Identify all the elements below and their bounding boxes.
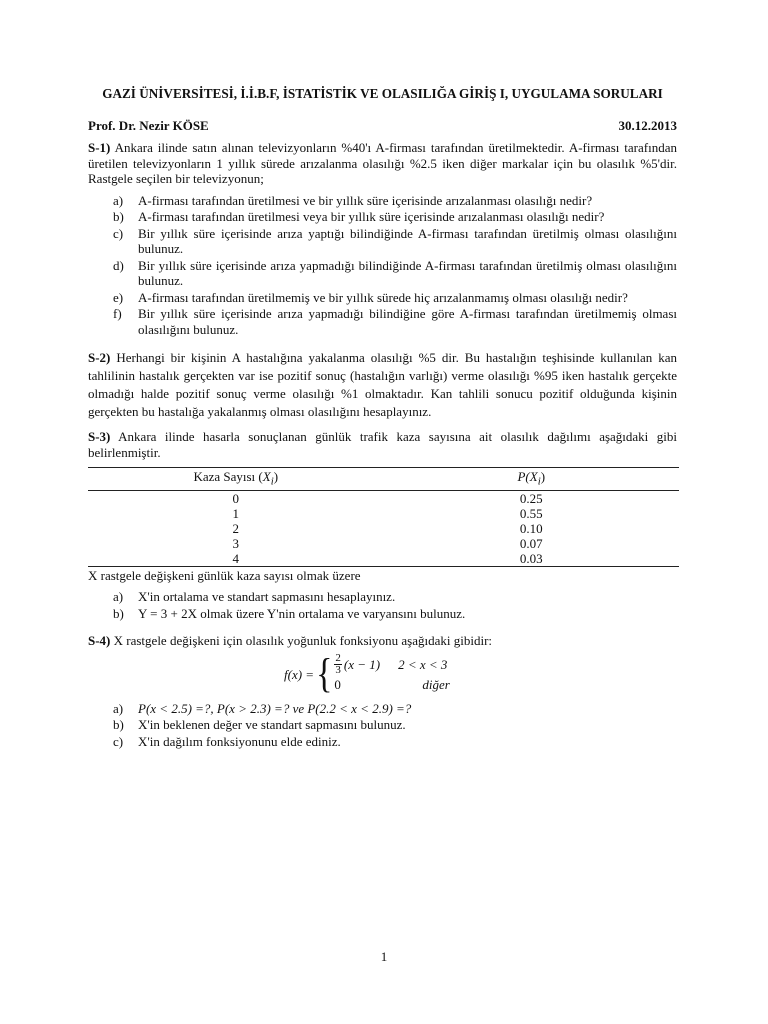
left-brace-icon: { bbox=[316, 651, 333, 697]
list-item bbox=[113, 717, 677, 733]
table-row bbox=[88, 536, 679, 551]
item-text: Bir yıllık süre içerisinde arıza yaptığı bilindiğinde A-firması tarafından üretilmiş olması olasılığını bulunuz. bbox=[138, 225, 677, 256]
table-row bbox=[88, 490, 679, 506]
list-item bbox=[113, 193, 677, 209]
document-date: 30.12.2013 bbox=[618, 117, 677, 133]
list-item bbox=[113, 606, 677, 622]
item-label: a) bbox=[113, 700, 124, 716]
table-header-x: Kaza Sayısı $(X_i)$ bbox=[88, 468, 384, 491]
item-text: X'in ortalama ve standart sapmasını hesaplayınız. bbox=[138, 589, 396, 605]
table-cell: 2 bbox=[232, 520, 239, 536]
document-page bbox=[88, 86, 677, 750]
formula-case-1 bbox=[334, 652, 449, 677]
list-item bbox=[113, 209, 677, 225]
item-label: d) bbox=[113, 257, 124, 273]
table-cell: 0.07 bbox=[519, 535, 543, 551]
item-text: Bir yıllık süre içerisinde arıza yapmadığı bilindiğinde A-firması tarafından üretilmiş olması olasılığını bulunuz. bbox=[138, 257, 677, 288]
list-item bbox=[113, 290, 677, 306]
question-3-label: S-3) bbox=[88, 429, 111, 444]
question-1-label: S-1) bbox=[88, 140, 111, 155]
item-label: e) bbox=[113, 289, 124, 305]
table-cell: 0 bbox=[232, 490, 239, 506]
item-text: X'in dağılım fonksiyonunu elde ediniz. bbox=[138, 733, 341, 749]
item-label: a) bbox=[113, 192, 124, 208]
item-text: P(x < 2.5) =?, P(x > 2.3) =? ve P(2.2 < x < 2.9) =? bbox=[138, 700, 412, 716]
item-text: Y = 3 + 2X olmak üzere Y'nin ortalama ve varyansını bulunuz. bbox=[138, 605, 466, 621]
question-3 bbox=[88, 429, 677, 460]
question-1 bbox=[88, 140, 677, 187]
item-label: a) bbox=[113, 589, 124, 605]
formula-lhs: f(x) = bbox=[284, 666, 315, 682]
author-date-line bbox=[88, 118, 677, 134]
item-label: f) bbox=[113, 306, 122, 321]
table-cell: 1 bbox=[232, 505, 239, 521]
question-4 bbox=[88, 633, 677, 649]
item-label: c) bbox=[113, 733, 124, 749]
item-text: A-firması tarafından üretilmesi veya bir yıllık süre içerisinde arızalanması olasılığı nedir? bbox=[138, 209, 605, 224]
item-text: A-firması tarafından üretilmemiş ve bir yıllık sürede hiç arızalanmamış olması olasılığı nedir? bbox=[138, 289, 628, 305]
list-item bbox=[113, 226, 677, 257]
question-4-items bbox=[88, 701, 677, 750]
case-2-condition: diğer bbox=[422, 676, 450, 692]
table-cell: 0.55 bbox=[519, 505, 543, 521]
pdf-formula bbox=[284, 651, 677, 697]
table-cell: 4 bbox=[232, 550, 239, 566]
formula-cases bbox=[334, 652, 450, 695]
question-3-after-text: X rastgele değişkeni günlük kaza sayısı olmak üzere bbox=[88, 567, 361, 583]
item-text: X'in beklenen değer ve standart sapmasını bulunuz. bbox=[138, 717, 406, 733]
author-name: Prof. Dr. Nezir KÖSE bbox=[88, 117, 209, 133]
item-text: Bir yıllık süre içerisinde arıza yapmadığı bilindiğine göre A-firması tarafından üretilmemiş olması olasılığını bulunuz. bbox=[138, 306, 677, 337]
case-1-condition: 2 < x < 3 bbox=[398, 656, 448, 672]
list-item bbox=[113, 589, 677, 605]
table-row bbox=[88, 551, 679, 567]
case-1-expression: (x − 1) bbox=[343, 656, 381, 672]
table-cell: 0.03 bbox=[519, 550, 543, 566]
question-4-text: X rastgele değişkeni için olasılık yoğunluk fonksiyonu aşağıdaki gibidir: bbox=[110, 633, 493, 649]
list-item bbox=[113, 306, 677, 337]
item-label: c) bbox=[113, 225, 124, 241]
item-label: b) bbox=[113, 717, 124, 733]
table-cell: 0.10 bbox=[519, 520, 543, 536]
document-title: GAZİ ÜNİVERSİTESİ, İ.İ.B.F, İSTATİSTİK VE OLASILIĞA GİRİŞ I, UYGULAMA SORULARI bbox=[102, 86, 663, 101]
table-row bbox=[88, 506, 679, 521]
question-1-text: Ankara ilinde satın alınan televizyonların %40'ı A-firması tarafından üretilmektedir. A-firması tarafından üretilen televizyonların 1 yıllık sürede arızalanma olasılığı %2.5 iken diğer markalar için bu olasılık %5'dir. Rastgele seçilen bir televizyonun; bbox=[88, 140, 677, 186]
item-label: b) bbox=[113, 209, 124, 224]
list-item bbox=[113, 734, 677, 750]
question-2 bbox=[88, 349, 677, 421]
case-2-expression: 0 bbox=[334, 676, 341, 692]
distribution-table bbox=[88, 467, 679, 567]
question-4-label: S-4) bbox=[88, 633, 111, 649]
question-2-label: S-2) bbox=[88, 350, 111, 365]
table-header-p: $P(X_i)$ bbox=[384, 468, 680, 491]
table-row bbox=[88, 521, 679, 536]
formula-case-2 bbox=[334, 675, 449, 695]
question-3-text: Ankara ilinde hasarla sonuçlanan günlük trafik kaza sayısına ait olasılık dağılımı aşağıdaki gibi belirlenmiştir. bbox=[88, 429, 677, 460]
item-text: A-firması tarafından üretilmesi ve bir yıllık süre içerisinde arızalanması olasılığı nedir? bbox=[138, 192, 593, 208]
page-number: 1 bbox=[380, 949, 388, 964]
question-3-items bbox=[88, 589, 677, 621]
table-cell: 0.25 bbox=[519, 490, 543, 506]
table-header-row bbox=[88, 468, 679, 491]
table-cell: 3 bbox=[232, 535, 239, 551]
item-label: b) bbox=[113, 605, 124, 621]
question-2-text: Herhangi bir kişinin A hastalığına yakalanma olasılığı %5 dir. Bu hastalığın teşhisinde kullanılan kan tahlilinin hastalık gerçekten var ise pozitif sonuç (hastalığın varlığı) verme olasılığı %95 iken hastalık gerçekte olmadığı halde pozitif sonuç verme olasılığı %1 olmaktadır. Kan tahlili sonucu pozitif olduğunda kişinin gerçekten bu hastalığa yakalanmış olması olasılığını hesaplayınız. bbox=[88, 350, 677, 419]
question-1-items bbox=[88, 193, 677, 338]
list-item bbox=[113, 258, 677, 289]
fraction: $\frac{2}{3}$ bbox=[335, 652, 341, 677]
list-item bbox=[113, 701, 677, 717]
